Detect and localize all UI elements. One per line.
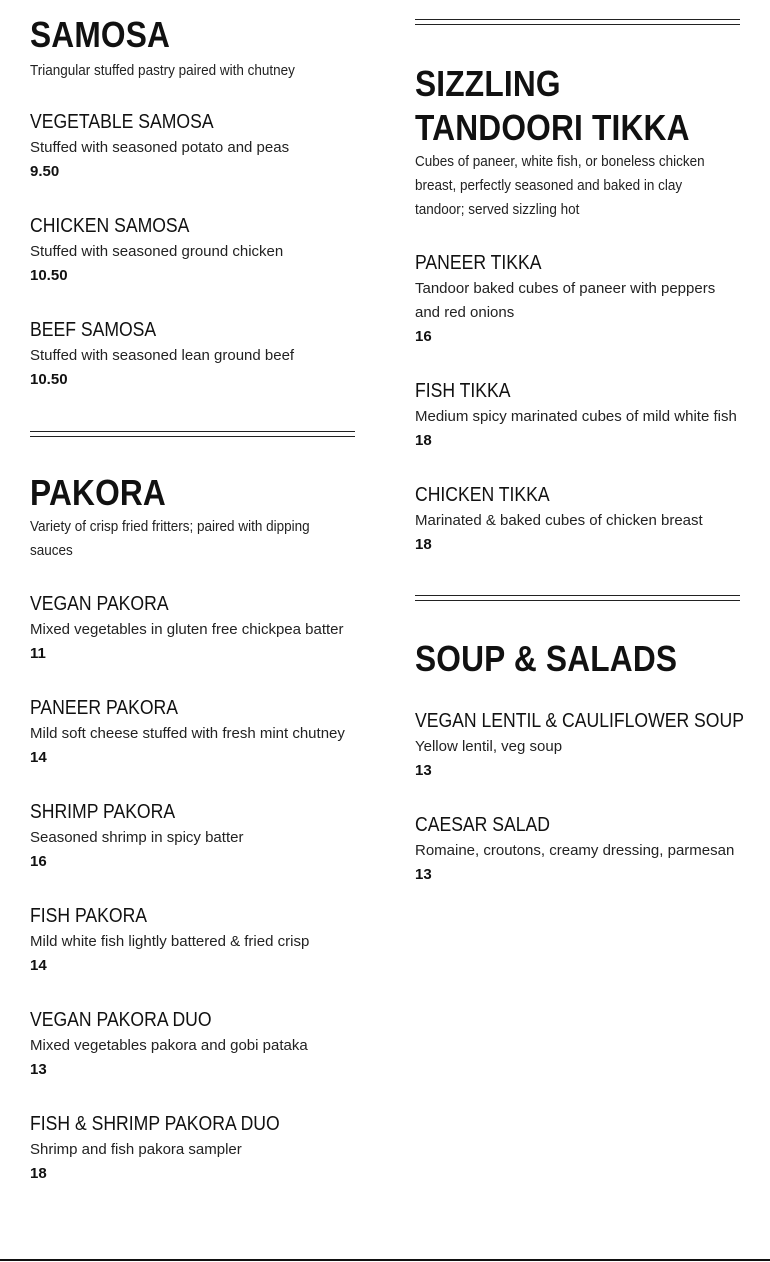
menu-item: [30, 212, 355, 288]
item-description: Yellow lentil, veg soup: [415, 738, 563, 755]
section-title: PAKORA: [30, 472, 167, 513]
item-price: 18: [415, 432, 432, 449]
item-price: 16: [30, 853, 47, 870]
item-name: SHRIMP PAKORA: [30, 801, 176, 823]
item-name: VEGAN LENTIL & CAULIFLOWER SOUP: [415, 710, 744, 732]
item-name: VEGAN PAKORA: [30, 593, 169, 615]
item-description: Romaine, croutons, creamy dressing, parmesan: [415, 842, 735, 859]
item-description: Mild soft cheese stuffed with fresh mint chutney: [30, 725, 345, 742]
item-description: Stuffed with seasoned lean ground beef: [30, 347, 295, 364]
soup-salads-section: [415, 601, 744, 887]
section-description: Variety of crisp fried fritters; paired with dipping sauces: [30, 518, 310, 559]
item-description: Seasoned shrimp in spicy batter: [30, 829, 244, 846]
samosa-section: [30, 0, 355, 392]
item-description: Stuffed with seasoned potato and peas: [30, 139, 290, 156]
item-name: CHICKEN TIKKA: [415, 484, 550, 506]
item-price: 10.50: [30, 267, 68, 284]
menu-item: [415, 707, 744, 783]
item-name: BEEF SAMOSA: [30, 319, 157, 341]
menu-item: [30, 590, 355, 666]
menu-item: [30, 1110, 355, 1186]
item-name: PANEER PAKORA: [30, 697, 179, 719]
menu-item: [30, 108, 355, 184]
item-description: Mixed vegetables in gluten free chickpea batter: [30, 621, 344, 638]
item-name: FISH TIKKA: [415, 380, 511, 402]
item-description: Mixed vegetables pakora and gobi pataka: [30, 1037, 308, 1054]
item-description: Tandoor baked cubes of paneer with peppers and red onions: [415, 280, 716, 321]
tikka-section: [415, 25, 740, 557]
menu-item: [30, 1006, 355, 1082]
item-price: 18: [415, 536, 432, 553]
item-name: VEGAN PAKORA DUO: [30, 1009, 212, 1031]
section-title: SIZZLING: [415, 63, 561, 104]
item-price: 14: [30, 749, 47, 766]
section-description: Triangular stuffed pastry paired with chutney: [30, 62, 295, 79]
item-name: VEGETABLE SAMOSA: [30, 111, 214, 133]
menu-item: [30, 316, 355, 392]
item-name: FISH PAKORA: [30, 905, 148, 927]
menu-item: [30, 694, 355, 770]
item-description: Shrimp and fish pakora sampler: [30, 1141, 242, 1158]
item-price: 11: [30, 645, 46, 662]
menu-item: [415, 811, 740, 887]
item-price: 13: [415, 762, 432, 779]
section-description: Cubes of paneer, white fish, or boneless chicken breast, perfectly seasoned and baked in clay tandoor; served sizzling hot: [415, 153, 705, 218]
right-column: [415, 0, 744, 887]
item-description: Stuffed with seasoned ground chicken: [30, 243, 284, 260]
item-name: FISH & SHRIMP PAKORA DUO: [30, 1113, 280, 1135]
item-name: CAESAR SALAD: [415, 814, 550, 836]
item-price: 14: [30, 957, 47, 974]
section-title: TANDOORI TIKKA: [415, 107, 690, 148]
pakora-section: [30, 437, 355, 1186]
menu-item: [30, 902, 355, 978]
item-name: PANEER TIKKA: [415, 252, 542, 274]
section-title: SOUP & SALADS: [415, 638, 678, 679]
item-description: Marinated & baked cubes of chicken breast: [415, 512, 703, 529]
section-title: SAMOSA: [30, 14, 171, 55]
menu-item: [30, 798, 355, 874]
menu-item: [415, 249, 740, 349]
menu-item: [415, 481, 740, 557]
left-column: [30, 0, 355, 1186]
item-name: CHICKEN SAMOSA: [30, 215, 190, 237]
item-price: 9.50: [30, 163, 60, 180]
item-price: 10.50: [30, 371, 68, 388]
item-price: 16: [415, 328, 432, 345]
item-description: Mild white fish lightly battered & fried crisp: [30, 933, 310, 950]
item-price: 13: [30, 1061, 47, 1078]
bottom-rule: [0, 1259, 770, 1261]
menu-item: [415, 377, 740, 453]
item-price: 18: [30, 1165, 47, 1182]
item-price: 13: [415, 866, 432, 883]
item-description: Medium spicy marinated cubes of mild white fish: [415, 408, 737, 425]
